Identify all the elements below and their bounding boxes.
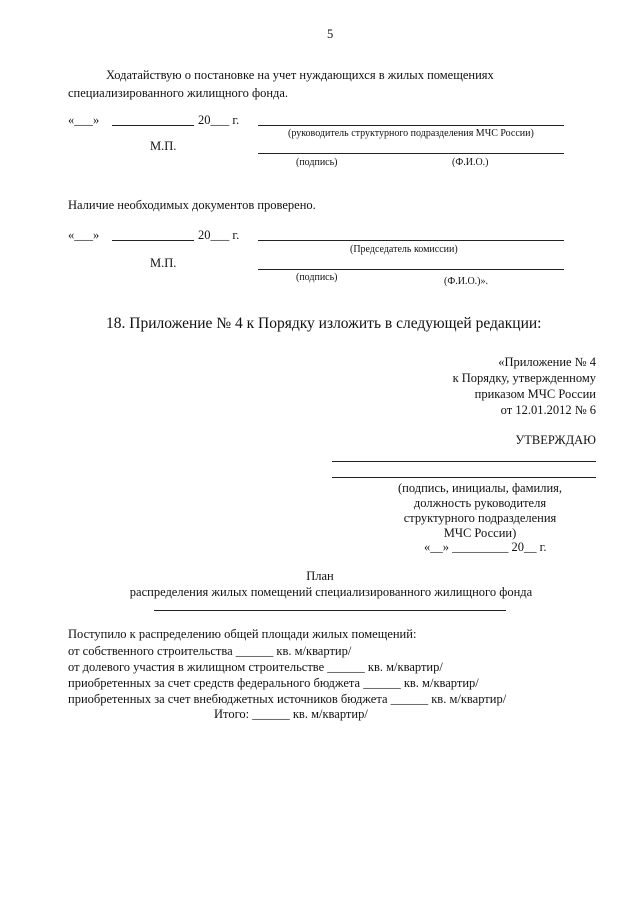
- head-caption: (руководитель структурного подразделения МЧС России): [288, 128, 534, 139]
- fio-caption: (Ф.И.О.): [452, 157, 489, 168]
- petition-line-1: Ходатайствую о постановке на учет нуждающихся в жилых помещениях: [106, 68, 494, 82]
- received-row-federal-budget: приобретенных за счет средств федерального бюджета ______ кв. м/квартир/: [68, 676, 479, 690]
- appendix-line-3: приказом МЧС России: [474, 387, 596, 401]
- approve-blank-line-2: [332, 477, 596, 478]
- appendix-line-2: к Порядку, утвержденному: [452, 371, 596, 385]
- signature-caption: (подпись): [296, 157, 338, 168]
- docs-checked-text: Наличие необходимых документов проверено.: [68, 198, 316, 212]
- signature-caption-2: (подпись): [296, 272, 338, 283]
- date-month-blank-2: [112, 240, 194, 241]
- plan-subtitle: распределения жилых помещений специализированного жилищного фонда: [129, 585, 533, 599]
- page-number: 5: [327, 27, 334, 41]
- date-year-field: 20___ г.: [198, 113, 240, 127]
- appendix-line-1: «Приложение № 4: [498, 355, 596, 369]
- plan-blank-line: [154, 610, 506, 611]
- date-year-field-2: 20___ г.: [198, 228, 240, 242]
- appendix-line-4: от 12.01.2012 № 6: [500, 403, 596, 417]
- received-row-own-construction: от собственного строительства ______ кв. м/квартир/: [68, 644, 352, 658]
- approve-caption-1: (подпись, инициалы, фамилия,: [397, 481, 563, 495]
- approve-date: «__» _________ 20__ г.: [424, 540, 547, 554]
- approve-blank-line-1: [332, 461, 596, 462]
- date-day-field-2: «___»: [68, 228, 100, 242]
- item-18-heading: 18. Приложение № 4 к Порядку изложить в следующей редакции:: [106, 315, 542, 332]
- date-month-blank: [112, 125, 194, 126]
- chair-caption: (Председатель комиссии): [350, 244, 458, 255]
- date-day-field: «___»: [68, 113, 100, 127]
- plan-title: План: [306, 569, 334, 583]
- received-total: Итого: ______ кв. м/квартир/: [214, 707, 368, 721]
- received-row-shared-construction: от долевого участия в жилищном строительстве ______ кв. м/квартир/: [68, 660, 443, 674]
- approve-caption-3: структурного подразделения: [403, 511, 557, 525]
- fio-caption-2: (Ф.И.О.)».: [444, 276, 489, 287]
- received-heading: Поступило к распределению общей площади жилых помещений:: [68, 627, 417, 641]
- received-row-extrabudgetary: приобретенных за счет внебюджетных источников бюджета ______ кв. м/квартир/: [68, 692, 507, 706]
- approve-caption-4: МЧС России): [443, 526, 517, 540]
- stamp-place-label: М.П.: [150, 139, 177, 153]
- chair-blank-line: [258, 240, 564, 241]
- stamp-place-label-2: М.П.: [150, 256, 177, 270]
- signature-fio-blank-line-2: [258, 269, 564, 270]
- head-blank-line: [258, 125, 564, 126]
- approve-title: УТВЕРЖДАЮ: [515, 433, 596, 447]
- petition-line-2: специализированного жилищного фонда.: [68, 86, 289, 100]
- signature-fio-blank-line: [258, 153, 564, 154]
- approve-caption-2: должность руководителя: [413, 496, 547, 510]
